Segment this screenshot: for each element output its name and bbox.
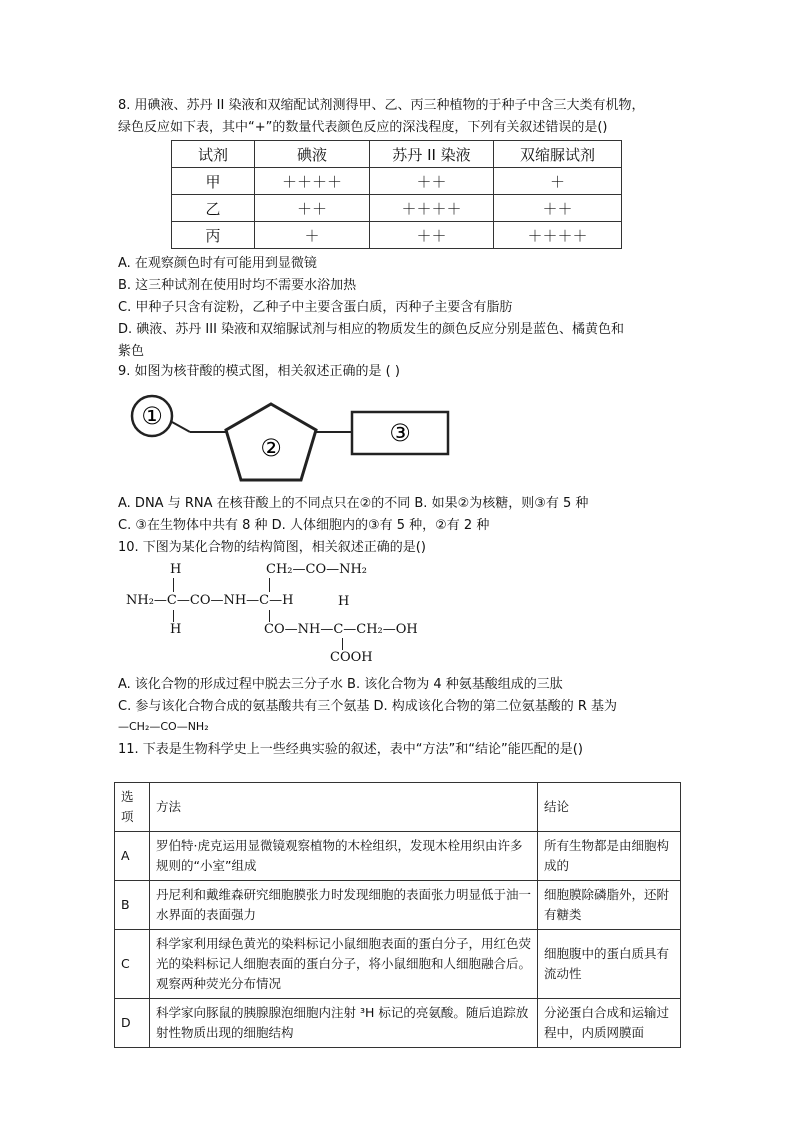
table-cell: ＋＋ — [494, 195, 622, 222]
q8-option-a: A. 在观察颜色时有可能用到显微镜 — [118, 256, 317, 271]
q9-options-line2: C. ③在生物体中共有 8 种 D. 人体细胞内的③有 5 种，②有 2 种 — [118, 518, 490, 533]
table-header-cell: 双缩脲试剂 — [494, 141, 622, 168]
table-row — [115, 999, 681, 1048]
label-3: ③ — [389, 419, 411, 447]
structure-side-chain: CH₂—CO—NH₂ — [266, 562, 368, 577]
table-cell: ＋＋＋＋ — [255, 168, 370, 195]
q8-reagent-table — [171, 140, 622, 249]
table-cell: 甲 — [172, 168, 255, 195]
q10-options-line1: A. 该化合物的形成过程中脱去三分子水 B. 该化合物为 4 种氨基酸组成的三肽 — [118, 677, 563, 692]
table-cell: 科学家向豚鼠的胰腺腺泡细胞内注射 ³H 标记的亮氨酸。随后追踪放射性物质出现的细胞结构 — [150, 999, 538, 1048]
table-header-row — [115, 783, 681, 832]
q10-stem: 10. 下图为某化合物的结构简图，相关叙述正确的是() — [118, 540, 426, 555]
q8-stem-line1: 8. 用碘液、苏丹 II 染液和双缩配试剂测得甲、乙、丙三种植物的于种子中含三大类有机物， — [118, 98, 645, 113]
table-cell: 分泌蛋白合成和运输过程中，内质网膜面 — [538, 999, 681, 1048]
structure-h-mid: H — [338, 594, 350, 609]
bond-vertical — [173, 578, 174, 592]
q9-stem: 9. 如图为核苷酸的模式图，相关叙述正确的是 ( ) — [118, 364, 400, 379]
q11-stem: 11. 下表是生物科学史上一些经典实验的叙述，表中“方法”和“结论”能匹配的是() — [118, 742, 583, 757]
table-header-cell: 方法 — [150, 783, 538, 832]
structure-h-bottom: H — [170, 622, 182, 637]
table-header-cell: 苏丹 II 染液 — [370, 141, 494, 168]
table-cell: 细胞腹中的蛋白质具有流动性 — [538, 930, 681, 999]
table-header-cell: 结论 — [538, 783, 681, 832]
table-cell: 科学家利用绿色黄光的染料标记小鼠细胞表面的蛋白分子，用红色荧光的染料标记人细胞表面的蛋白分子，将小鼠细胞和人细胞融合后。观察两种荧光分布情况 — [150, 930, 538, 999]
q10-options-line2: C. 参与该化合物合成的氨基酸共有三个氨基 D. 构成该化合物的第二位氨基酸的 R 基为 — [118, 699, 618, 714]
structure-h-top: H — [170, 562, 182, 577]
q10-options-line3: —CH₂—CO—NH₂ — [118, 720, 209, 733]
q8-option-c: C. 甲种子只含有淀粉，乙种子中主要含蛋白质，丙种子主要含有脂肪 — [118, 300, 513, 315]
bond-line — [172, 422, 190, 432]
q11-experiment-table — [114, 782, 681, 1048]
bond-vertical — [269, 610, 270, 622]
bond-vertical — [269, 578, 270, 592]
table-cell: 丹尼利和戴维森研究细胞膜张力时发现细胞的表面张力明显低于油一水界面的表面强力 — [150, 881, 538, 930]
table-cell: ＋＋ — [255, 195, 370, 222]
table-header-cell: 碘液 — [255, 141, 370, 168]
table-row — [172, 168, 622, 195]
table-cell: C — [115, 930, 150, 999]
table-cell: ＋ — [255, 222, 370, 249]
table-cell: 罗伯特·虎克运用显微镜观察植物的木栓组织，发现木栓用织由许多规则的“小室”组成 — [150, 832, 538, 881]
table-cell: ＋＋＋＋ — [494, 222, 622, 249]
structure-second-chain: CO—NH—C—CH₂—OH — [264, 622, 418, 637]
label-1: ① — [141, 402, 163, 430]
compound-structure — [126, 562, 446, 672]
table-row — [115, 881, 681, 930]
table-row — [115, 930, 681, 999]
q8-option-d-line2: 紫色 — [118, 344, 145, 359]
structure-cooh: COOH — [330, 650, 373, 665]
structure-main-chain: NH₂—C—CO—NH—C—H — [126, 593, 294, 608]
table-cell: A — [115, 832, 150, 881]
table-cell: 细胞膜除磷脂外，还附有糖类 — [538, 881, 681, 930]
table-row — [172, 195, 622, 222]
q8-option-d-line1: D. 碘液、苏丹 III 染液和双缩脲试剂与相应的物质发生的颜色反应分别是蓝色、橘黄色和 — [118, 322, 625, 337]
table-row — [115, 832, 681, 881]
table-header-cell: 试剂 — [172, 141, 255, 168]
table-row — [172, 222, 622, 249]
table-cell: D — [115, 999, 150, 1048]
q8-option-b: B. 这三种试剂在使用时均不需要水浴加热 — [118, 278, 357, 293]
table-cell: ＋ — [494, 168, 622, 195]
table-header-cell: 选项 — [115, 783, 150, 832]
bond-vertical — [342, 638, 343, 650]
table-header-row — [172, 141, 622, 168]
table-cell: 丙 — [172, 222, 255, 249]
table-cell: B — [115, 881, 150, 930]
table-cell: 乙 — [172, 195, 255, 222]
bond-vertical — [173, 610, 174, 622]
nucleotide-diagram — [128, 392, 478, 492]
table-cell: 所有生物都是由细胞构成的 — [538, 832, 681, 881]
table-cell: ＋＋ — [370, 222, 494, 249]
q9-options-line1: A. DNA 与 RNA 在核苷酸上的不同点只在②的不同 B. 如果②为核糖，则③有 5 种 — [118, 496, 589, 511]
table-cell: ＋＋ — [370, 168, 494, 195]
label-2: ② — [260, 434, 282, 462]
q8-stem-line2: 绿色反应如下表，其中“+”的数量代表颜色反应的深浅程度，下列有关叙述错误的是() — [118, 120, 608, 135]
table-cell: ＋＋＋＋ — [370, 195, 494, 222]
